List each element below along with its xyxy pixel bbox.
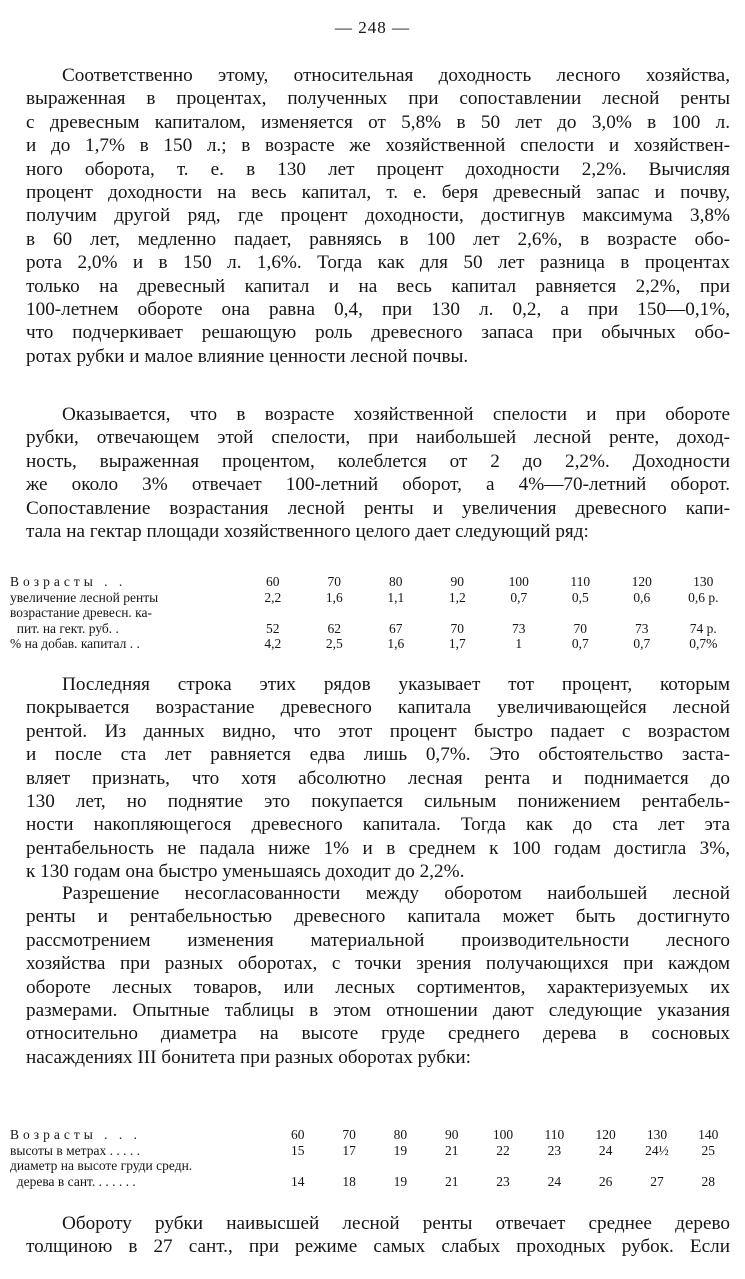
value-cell [673, 605, 735, 621]
text-line: 100-летнем обороте она равна 0,4, при 130 л. 0,2, а при 150—0,1%, [26, 299, 730, 321]
text-line: Разрешение несогласованности между оборотом наибольшей лесной [62, 883, 730, 904]
age-cell: 120 [631, 574, 652, 589]
age-cell: 70 [327, 574, 341, 589]
text-line: размерами. Опытные таблицы в этом отношении дают следующие указания [26, 1000, 730, 1022]
value-cell [488, 605, 550, 621]
value-cell: 24 [598, 1142, 613, 1158]
text-line: ренты и рентабельностью древесного капитала может быть достигнуто [26, 906, 730, 928]
text-line: рентой. Из данных видно, что этот процент быстро падает с возрастом [26, 720, 730, 742]
value-cell [365, 605, 427, 621]
value-cell: 0,7 [633, 636, 651, 651]
value-cell: 28 [701, 1173, 716, 1189]
value-cell: 62 [327, 620, 341, 636]
age-cell: 60 [291, 1127, 305, 1142]
row-label: увеличение лесной ренты [10, 589, 159, 605]
table-row [10, 590, 734, 606]
value-cell: 2,5 [325, 636, 343, 651]
value-cell: 0,7 [510, 589, 528, 605]
text-line: в 60 лет, медленно падает, равняясь в 100 лет 2,6%, в возрасте обо- [26, 228, 730, 250]
text-line: выраженная в процентах, полученных при сопоставлении лесной ренты [26, 88, 730, 110]
age-cell: 110 [544, 1127, 565, 1142]
text-line: рота 2,0% и в 150 л. 1,6%. Тогда как для 50 лет разница в процентах [26, 252, 730, 274]
value-cell: 24 [547, 1173, 562, 1189]
value-cell: 24½ [645, 1142, 669, 1158]
row-label: Возрасты . . . [10, 1127, 142, 1142]
value-cell: 23 [496, 1173, 510, 1189]
value-cell: 25 [701, 1142, 716, 1158]
table-row [10, 621, 734, 637]
value-cell: 2,2 [264, 589, 282, 605]
value-cell [631, 1158, 682, 1174]
text-line: к 130 годам она быстро уменьшаясь доходит до 2,2%. [26, 861, 465, 883]
value-cell: 74 р. [689, 620, 717, 636]
value-cell: 17 [342, 1142, 356, 1158]
text-line: Обороту рубки наивысшей лесной ренты отвечает среднее дерево [62, 1213, 730, 1234]
value-cell [611, 605, 673, 621]
text-line: процент доходности на весь капитал, т. е. беря древесный запас и почву, [26, 182, 730, 204]
page-number: — 248 — [335, 18, 410, 37]
value-cell: 52 [266, 620, 280, 636]
text-line: рентабельность не падала ниже 1% и в среднем к 100 годам достигла 3%, [26, 837, 730, 859]
value-cell [477, 1158, 528, 1174]
paragraph-2 [26, 403, 730, 543]
value-cell [304, 605, 366, 621]
text-line: толщиною в 27 сант., при режиме самых слабых проходных рубок. Если [26, 1236, 730, 1258]
table-row [10, 605, 734, 621]
value-cell: 0,7% [689, 636, 718, 651]
age-cell: 80 [389, 574, 403, 589]
row-label: высоты в метрах . . . . . [10, 1142, 140, 1158]
text-line: рассмотрением изменения материальной производительности лесного [26, 929, 730, 951]
value-cell: 1,1 [387, 589, 405, 605]
age-cell: 90 [450, 574, 464, 589]
value-cell: 27 [650, 1173, 664, 1189]
value-cell [550, 605, 612, 621]
value-cell [323, 1158, 374, 1174]
value-cell: 1,6 [325, 589, 343, 605]
age-cell: 70 [342, 1127, 356, 1142]
value-cell: 21 [444, 1173, 459, 1189]
value-cell: 18 [342, 1173, 356, 1189]
value-cell: 23 [547, 1142, 562, 1158]
paragraph-4 [26, 882, 730, 1069]
value-cell: 1,7 [448, 636, 466, 651]
value-cell: 4,2 [264, 636, 282, 651]
text-line: покрывается возрастание древесного капитала увеличивающейся лесной [26, 697, 730, 719]
paragraph-5 [26, 1212, 730, 1259]
age-cell: 140 [698, 1127, 719, 1142]
text-line: Соответственно этому, относительная доходность лесного хозяйства, [62, 65, 730, 86]
text-line: только на древесный капитал и на весь капитал равняется 2,2%, при [26, 275, 730, 297]
table-header-row [10, 1127, 734, 1143]
value-cell: 19 [393, 1173, 408, 1189]
value-cell: 73 [635, 620, 649, 636]
row-label: дерева в сант. . . . . . . [10, 1173, 136, 1189]
value-cell [375, 1158, 426, 1174]
value-cell: 0,7 [571, 636, 589, 651]
text-line: рубки, отвечающем этой спелости, при наибольшей лесной ренте, доход- [26, 427, 730, 449]
text-line: ротах рубки и малое влияние ценности лесной почвы. [26, 345, 469, 367]
table-rent-capital [10, 574, 734, 652]
text-line: хозяйства при разных оборотах, с точки зрения получающихся при каждом [26, 953, 730, 975]
value-cell: 14 [291, 1173, 305, 1189]
table-row [10, 1174, 734, 1190]
text-line: и до 1,7% в 150 л.; в возрасте же хозяйственной спелости и хозяйствен- [26, 135, 730, 157]
value-cell: 19 [393, 1142, 408, 1158]
value-cell: 70 [573, 620, 587, 636]
age-cell: 120 [595, 1127, 616, 1142]
value-cell [427, 605, 489, 621]
paragraph-1 [26, 64, 730, 368]
text-line: Последняя строка этих рядов указывает тот процент, которым [62, 674, 730, 695]
value-cell [242, 605, 304, 621]
age-cell: 110 [570, 574, 591, 589]
text-line: ность, выраженная процентом, колеблется от 2 до 2,2%. Доходности [26, 450, 730, 472]
table-row [10, 1158, 734, 1174]
row-label: % на добав. капитал . . [10, 636, 140, 651]
text-line: обороте лесных товаров, или лесных сортиментов, характеризуемых их [26, 976, 730, 998]
text-line: относительно диаметра на высоте груде среднего дерева в сосновых [26, 1023, 730, 1045]
value-cell: 67 [389, 620, 403, 636]
value-cell: 0,6 [633, 589, 651, 605]
value-cell: 21 [444, 1142, 459, 1158]
age-cell: 130 [646, 1127, 668, 1142]
text-line: насаждениях III бонитета при разных оборотах рубки: [26, 1046, 471, 1068]
age-cell: 130 [693, 574, 714, 589]
table-height-diameter [10, 1127, 734, 1189]
row-label: возрастание древесн. ка- [10, 605, 153, 620]
table-row [10, 636, 734, 652]
value-cell [529, 1158, 580, 1174]
text-line: получим другой ряд, где процент доходности, достигнув максимума 3,8% [26, 205, 730, 227]
value-cell: 70 [450, 620, 464, 636]
text-line: ности накопляющегося древесного капитала. Тогда как до ста лет эта [26, 814, 730, 836]
row-label: Возрасты . . [10, 574, 127, 589]
table-header-row [10, 574, 734, 590]
value-cell: 1,6 [387, 636, 405, 651]
value-cell: 1,2 [448, 589, 466, 605]
text-line: и после ста лет равняется едва лишь 0,7%. Это обстоятельство заста- [26, 744, 730, 766]
age-cell: 60 [266, 574, 280, 589]
age-cell: 100 [508, 574, 529, 589]
text-line: Сопоставление возрастания лесной ренты и увеличения древесного капи- [26, 497, 730, 519]
value-cell [683, 1158, 734, 1174]
text-line: Оказывается, что в возрасте хозяйственной спелости и при обороте [62, 404, 730, 425]
text-line: 130 лет, но поднятие это покупается сильным понижением рентабель- [26, 791, 730, 813]
value-cell: 26 [598, 1173, 613, 1189]
text-line: что подчеркивает решающую роль древесного запаса при обычных обо- [26, 322, 730, 344]
text-line: ного оборота, т. е. в 130 лет процент доходности 2,2%. Вычисляя [26, 158, 730, 180]
value-cell [426, 1158, 477, 1174]
text-line: с древесным капиталом, изменяется от 5,8% в 50 лет до 3,0% в 100 л. [26, 111, 730, 133]
text-line: тала на гектар площади хозяйственного целого дает следующий ряд: [26, 521, 589, 543]
text-line: же около 3% отвечает 100-летний оборот, а 4%—70-летний оборот. [26, 474, 730, 496]
value-cell [580, 1158, 631, 1174]
paragraph-3 [26, 673, 730, 884]
value-cell: 22 [496, 1142, 510, 1158]
age-cell: 90 [444, 1127, 459, 1142]
text-line: вляет признать, что хотя абсолютно лесная рента и поднимается до [26, 767, 730, 789]
row-label: пит. на гект. руб. . [10, 620, 119, 636]
age-cell: 100 [492, 1127, 514, 1142]
value-cell: 0,5 [571, 589, 589, 605]
value-cell [272, 1158, 323, 1174]
value-cell: 73 [512, 620, 526, 636]
age-cell: 80 [393, 1127, 408, 1142]
value-cell: 15 [291, 1142, 305, 1158]
row-label: диаметр на высоте груди средн. [10, 1158, 193, 1173]
table-row [10, 1143, 734, 1159]
value-cell: 0,6 р. [688, 589, 719, 605]
value-cell: 1 [515, 636, 523, 651]
